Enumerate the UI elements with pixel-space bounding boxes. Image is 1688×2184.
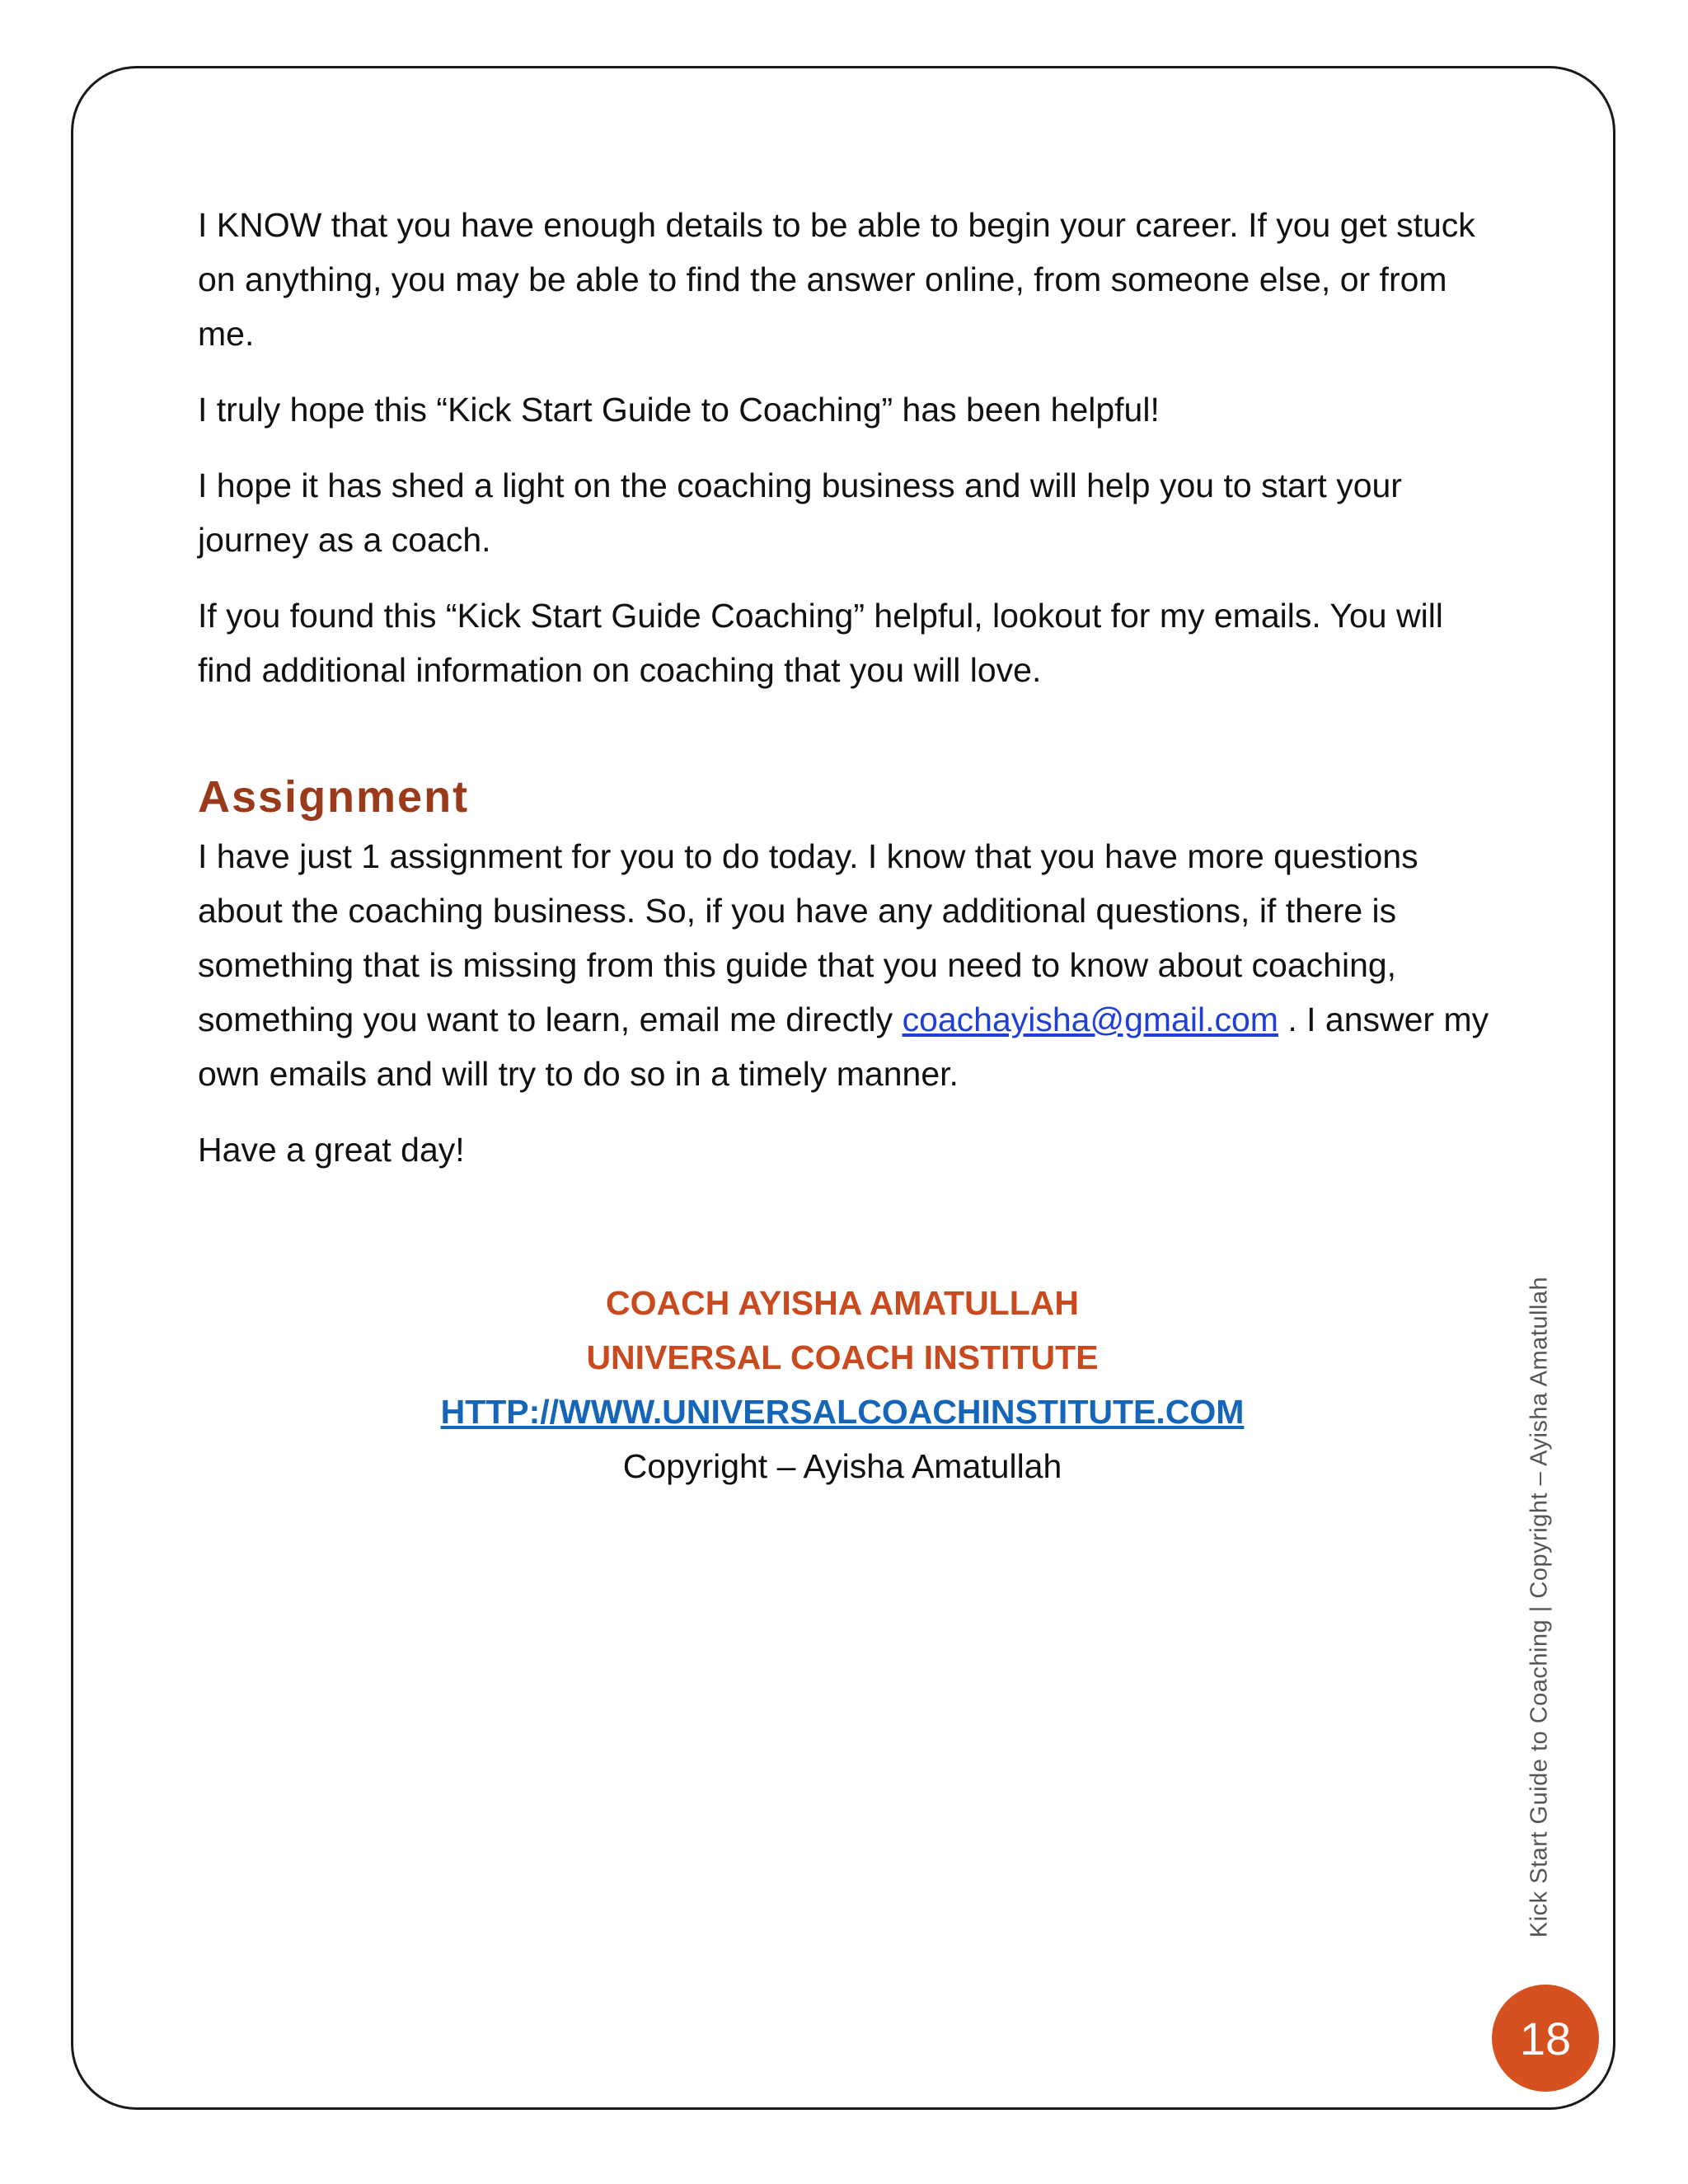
assignment-text-after: . I answer my own emails and will try to do so in a timely manner. — [198, 1001, 1489, 1093]
page-number: 18 — [1519, 2012, 1572, 2064]
assignment-heading: Assignment — [198, 772, 470, 822]
signature-copyright: Copyright – Ayisha Amatullah — [622, 1447, 1062, 1485]
assignment-paragraph — [198, 829, 1500, 1101]
paragraph-hope: I truly hope this “Kick Start Guide to Coaching” has been helpful! — [198, 391, 1160, 429]
assignment-text-before: I have just 1 assignment for you to do today. I know that you have more questions about the coaching business. So, if you have any additional questions, if there is something that is missing from this guide that you need to know about coaching, something you want to learn, email me directly — [198, 837, 1418, 1038]
main-content — [198, 198, 1500, 1198]
paragraph-emails: If you found this “Kick Start Guide Coaching” helpful, lookout for my emails. You will find additional information on coaching that you will love. — [198, 597, 1443, 689]
page-number-badge — [1492, 1985, 1599, 2092]
side-footer-text: Kick Start Guide to Coaching | Copyright – Ayisha Amatullah — [1526, 1276, 1553, 1938]
signature-name: COACH AYISHA AMATULLAH — [606, 1284, 1079, 1322]
paragraph-intro: I KNOW that you have enough details to be able to begin your career. If you get stuck on anything, you may be able to find the answer online, from someone else, or from me. — [198, 206, 1475, 353]
signature-block — [198, 1276, 1487, 1493]
signature-organization: UNIVERSAL COACH INSTITUTE — [586, 1338, 1099, 1376]
closing-line: Have a great day! — [198, 1131, 465, 1169]
email-link[interactable]: coachayisha@gmail.com — [902, 1001, 1278, 1038]
paragraph-journey: I hope it has shed a light on the coaching business and will help you to start your journey as a coach. — [198, 466, 1402, 559]
website-link[interactable]: HTTP://WWW.UNIVERSALCOACHINSTITUTE.COM — [440, 1393, 1245, 1431]
